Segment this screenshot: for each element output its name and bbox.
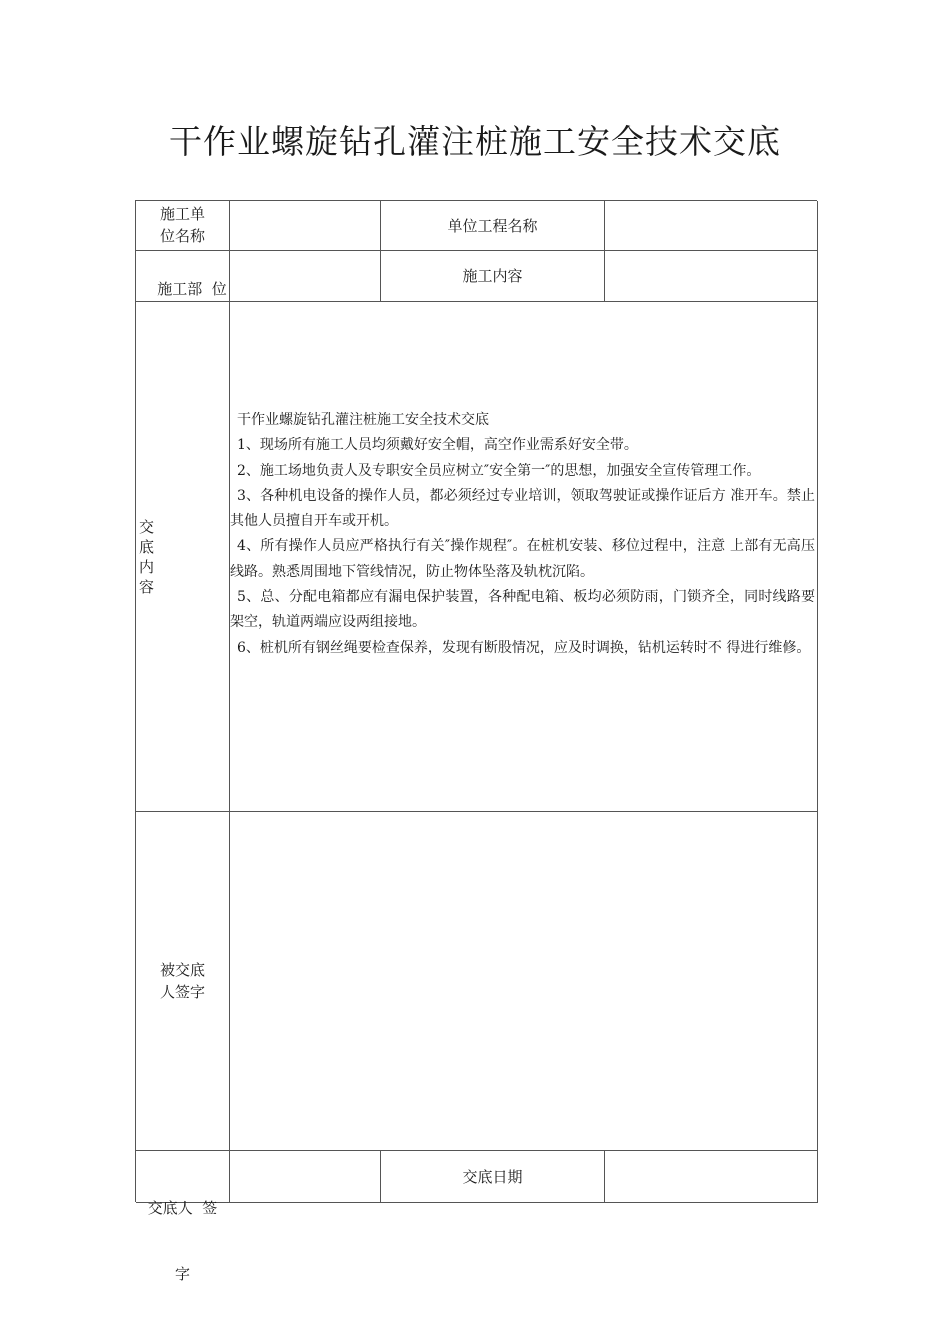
disclosure-item-3: 3、各种机电设备的操作人员，都必须经过专业培训，领取驾驶证或操作证后方 准开车。禁止其他人员擅自开车或开机。 [230,487,815,530]
disclosure-item-5: 5、总、分配电箱都应有漏电保护装置，各种配电箱、板均必须防雨，门锁齐全，同时线路要架空，轨道两端应设两组接地。 [230,589,815,631]
disclosure-content [230,302,818,812]
construction-content-label: 施工内容 [381,251,605,302]
unit-name-field[interactable] [230,201,381,251]
receiver-label-line2: 人签字 [159,983,205,1001]
project-name-label: 单位工程名称 [381,201,605,251]
disclosure-form [135,200,817,1283]
disclosure-date-field[interactable] [605,1151,818,1203]
disclosure-label [136,302,230,812]
construction-content-field[interactable] [605,251,818,302]
project-name-field[interactable] [605,201,818,251]
disclosure-item-1: 1、现场所有施工人员均须戴好安全帽，高空作业需系好安全带。 [237,437,638,454]
construction-part-field[interactable] [230,251,381,302]
receiver-label-line1: 被交底 [159,961,205,979]
unit-name-label-line2: 位名称 [159,227,205,245]
disclosure-item-2: 2、施工场地负责人及专职安全员应树立″安全第一″的思想，加强安全宣传管理工作。 [237,462,761,479]
discloser-signature-field[interactable] [230,1151,381,1203]
disclosure-item-4: 4、所有操作人员应严格执行有关″操作规程″。在桩机安装、移位过程中，注意 上部有无高压线路。熟悉周围地下管线情况，防止物体坠落及轨枕沉陷。 [230,538,815,580]
disclosure-label-text: 交底内容 [139,517,155,596]
discloser-label-line2: 字 [174,1265,190,1283]
receiver-signature-label [136,812,230,1151]
discloser-signature-label [136,1151,230,1283]
construction-part-label [136,251,230,302]
construction-part-label-text: 施工部 位 [157,280,227,298]
page-title: 干作业螺旋钻孔灌注桩施工安全技术交底 [169,122,781,161]
discloser-label-line1: 交底人 签 [147,1199,218,1217]
receiver-signature-field[interactable] [230,812,818,1151]
unit-name-label-line1: 施工单 [159,205,205,223]
disclosure-item-6: 6、桩机所有钢丝绳要检查保养，发现有断股情况，应及时调换，钻机运转时不 得进行维修。 [237,639,811,656]
disclosure-heading: 干作业螺旋钻孔灌注桩施工安全技术交底 [237,412,489,428]
unit-name-label [136,201,230,251]
disclosure-date-label: 交底日期 [381,1151,605,1203]
